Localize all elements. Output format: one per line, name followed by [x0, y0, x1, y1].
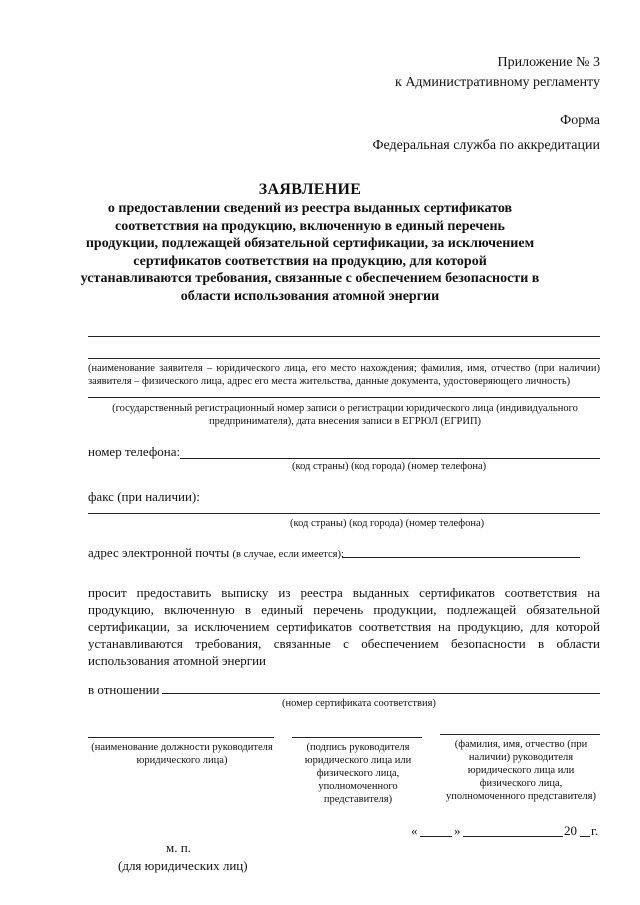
- agency-name: Федеральная служба по аккредитации: [372, 138, 600, 153]
- applicant-name-caption: (наименование заявителя – юридического лица, его место нахождения; фамилия, имя, отчество (при наличии) заявителя – физического лица, адрес его места жительства, данные документа, удостоверяющего личность): [88, 363, 600, 387]
- position-line[interactable]: [88, 737, 274, 738]
- name-line[interactable]: [440, 734, 600, 735]
- email-field[interactable]: [342, 557, 580, 558]
- date-day-field[interactable]: [420, 836, 452, 837]
- title-main: ЗАЯВЛЕНИЕ: [258, 181, 362, 198]
- phone-label: номер телефона:: [88, 444, 181, 459]
- header-block: [395, 54, 600, 92]
- date-close-quote: »: [454, 823, 461, 838]
- document-title: [80, 180, 540, 305]
- phone-field[interactable]: [180, 458, 600, 459]
- stamp-mark: м. п.: [166, 840, 191, 855]
- regarding-label: в отношении: [88, 682, 160, 697]
- fax-caption: (код страны) (код города) (номер телефона): [290, 518, 485, 529]
- email-label: адрес электронной почты: [88, 545, 230, 560]
- position-caption: (наименование должности руководителя юридического лица): [91, 742, 273, 766]
- stamp-note: (для юридических лиц): [118, 858, 248, 873]
- date-year-suffix: г.: [591, 823, 599, 838]
- date-year-prefix: 20: [564, 823, 577, 838]
- name-caption: (фамилия, имя, отчество (при наличии) руководителя юридического лица или физического лица, уполномоченного представителя): [445, 739, 597, 802]
- appendix-number: Приложение № 3: [497, 55, 600, 70]
- email-label-block: [88, 545, 344, 561]
- phone-caption: (код страны) (код города) (номер телефона): [292, 461, 487, 472]
- fax-label: факс (при наличии):: [88, 489, 200, 504]
- signature-line[interactable]: [292, 737, 422, 738]
- email-note: (в случае, если имеется):: [232, 549, 344, 560]
- date-month-field[interactable]: [463, 836, 563, 837]
- request-text: просит предоставить выписку из реестра выданных сертификатов соответствия на продукцию, включенную в единый перечень продукции, подлежащей обязательной сертификации, за исключением сертификатов соответствия на продукцию, для которой устанавливаются требования, связанные с обеспечением безопасности в области использования атомной энергии: [88, 585, 600, 668]
- applicant-name-line-2[interactable]: [88, 358, 600, 359]
- registration-line[interactable]: [88, 397, 600, 398]
- form-label: Форма: [560, 113, 600, 128]
- signature-caption: (подпись руководителя юридического лица или физического лица, уполномоченного представителя): [304, 742, 412, 805]
- certificate-number-field[interactable]: [162, 693, 600, 694]
- regulation-reference: к Административному регламенту: [395, 75, 600, 90]
- date-open-quote: «: [411, 823, 418, 838]
- applicant-name-line[interactable]: [88, 336, 600, 337]
- date-year-field[interactable]: [580, 836, 590, 837]
- fax-field[interactable]: [88, 513, 600, 514]
- title-body: о предоставлении сведений из реестра выданных сертификатов соответствия на продукцию, включенную в единый перечень продукции, подлежащей обязательной сертификации, за исключением сертификатов соответствия на продукцию, для которой устанавливаются требования, связанные с обеспечением безопасности в области использования атомной энергии: [80, 201, 540, 304]
- certificate-number-caption: (номер сертификата соответствия): [282, 698, 436, 709]
- registration-caption: (государственный регистрационный номер записи о регистрации юридического лица (индивидуального предпринимателя), дата внесения записи в ЕГРЮЛ (ЕГРИП): [112, 403, 578, 427]
